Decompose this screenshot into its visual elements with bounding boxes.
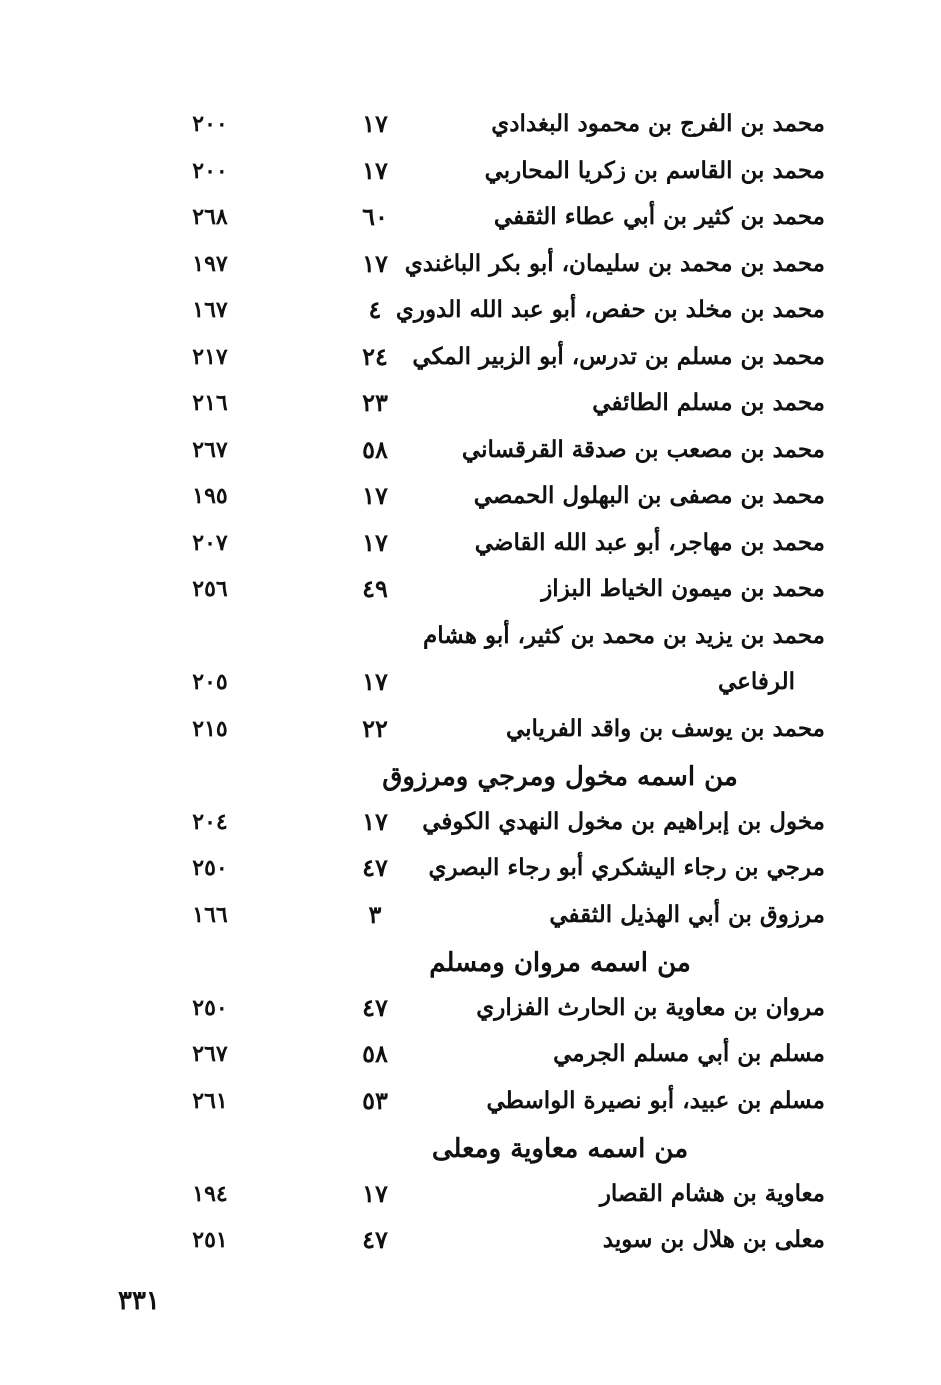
entry-ref-number: ١٧	[362, 527, 388, 557]
index-entry	[0, 802, 941, 842]
index-entry	[0, 337, 941, 377]
entry-page-number: ٢٥٠	[192, 994, 228, 1021]
entry-page-number: ١٩٧	[192, 250, 228, 277]
entry-name: محمد بن ميمون الخياط البزاز	[541, 575, 825, 602]
index-entry	[0, 476, 941, 516]
entry-ref-number: ١٧	[362, 806, 388, 836]
index-entry	[0, 1174, 941, 1214]
entry-name: مرجي بن رجاء اليشكري أبو رجاء البصري	[428, 854, 825, 881]
entry-page-number: ٢٠٤	[192, 808, 228, 835]
entry-name: محمد بن مهاجر، أبو عبد الله القاضي	[474, 528, 825, 556]
entry-page-number: ٢٠٠	[192, 111, 228, 137]
entry-name: مسلم بن أبي مسلم الجرمي	[553, 1040, 825, 1067]
entry-name: مروان بن معاوية بن الحارث الفزاري	[476, 993, 825, 1021]
section-heading: من اسمه معاوية ومعلى	[431, 1134, 689, 1164]
entry-ref-number: ١٧	[362, 667, 388, 696]
index-entry	[0, 523, 941, 563]
index-entry	[0, 383, 941, 423]
index-entry	[0, 151, 941, 191]
entry-ref-number: ١٧	[362, 155, 388, 185]
entry-page-number: ٢١٦	[192, 390, 228, 416]
entry-name: مخول بن إبراهيم بن مخول النهدي الكوفي	[422, 807, 825, 835]
entry-page-number: ٢٥٠	[192, 855, 228, 881]
entry-ref-number: ٢٢	[362, 713, 388, 743]
index-entry	[0, 1081, 941, 1121]
entry-ref-number: ٣	[368, 899, 382, 929]
entry-name: محمد بن كثير بن أبي عطاء الثقفي	[493, 203, 825, 230]
entry-ref-number: ٢٣	[362, 388, 388, 417]
entry-ref-number: ٥٨	[362, 434, 388, 464]
entry-ref-number: ٤٧	[362, 1225, 388, 1254]
entry-page-number: ٢١٥	[192, 715, 228, 742]
index-entry	[0, 988, 941, 1028]
index-entry	[0, 430, 941, 470]
entry-page-number: ١٦٦	[192, 901, 228, 928]
index-entry	[0, 290, 941, 330]
page-number: ٣٣١	[118, 1286, 160, 1316]
index-entry	[0, 104, 941, 144]
entry-ref-number: ٤٩	[362, 574, 388, 603]
entry-ref-number: ٤	[368, 295, 382, 324]
entry-page-number: ٢٥٦	[192, 576, 228, 602]
entry-page-number: ٢٦٧	[192, 1041, 228, 1067]
index-entry	[0, 569, 941, 609]
entry-ref-number: ١٧	[362, 109, 388, 138]
entry-name: مرزوق بن أبي الهذيل الثقفي	[549, 900, 825, 928]
entry-page-number: ٢٥١	[192, 1227, 228, 1253]
entry-ref-number: ١٧	[362, 248, 388, 278]
entry-page-number: ١٩٤	[192, 1180, 228, 1207]
entry-page-number: ١٩٥	[192, 483, 228, 509]
index-entry	[0, 1220, 941, 1260]
entry-name: معلى بن هلال بن سويد	[602, 1226, 825, 1253]
section-heading: من اسمه مروان ومسلم	[429, 948, 691, 978]
entry-name: محمد بن مسلم بن تدرس، أبو الزبير المكي	[412, 342, 825, 370]
entry-page-number: ٢٦٨	[192, 204, 228, 230]
entry-page-number: ٢٠٠	[192, 157, 228, 184]
entry-name: مسلم بن عبيد، أبو نصيرة الواسطي	[486, 1086, 825, 1114]
entry-page-number: ٢١٧	[192, 343, 228, 370]
entry-ref-number: ٥٨	[362, 1039, 388, 1068]
entry-name: معاوية بن هشام القصار	[599, 1179, 825, 1207]
entry-name: محمد بن محمد بن سليمان، أبو بكر الباغندي	[404, 249, 825, 277]
entry-name: محمد بن القاسم بن زكريا المحاربي	[484, 156, 825, 184]
entry-ref-number: ١٧	[362, 1178, 388, 1208]
index-entry	[0, 244, 941, 284]
entry-page-number: ٢٠٥	[192, 669, 228, 695]
entry-name: محمد بن مصفى بن البهلول الحمصي	[473, 482, 825, 509]
entry-ref-number: ٤٧	[362, 992, 388, 1022]
entry-ref-number: ٦٠	[362, 202, 388, 231]
entry-page-number: ٢٦١	[192, 1087, 228, 1114]
entry-name: محمد بن مخلد بن حفص، أبو عبد الله الدوري	[395, 296, 825, 323]
entry-name: محمد بن مصعب بن صدقة القرقساني	[461, 435, 825, 463]
entry-page-number: ٢٠٧	[192, 529, 228, 556]
entry-ref-number: ٥٣	[362, 1085, 388, 1115]
entry-ref-number: ٤٧	[362, 853, 388, 882]
entry-name: محمد بن يزيد بن محمد بن كثير، أبو هشام	[423, 621, 825, 649]
entry-name: محمد بن الفرج بن محمود البغدادي	[491, 110, 825, 137]
index-entry	[0, 848, 941, 888]
entry-page-number: ١٦٧	[192, 297, 228, 323]
entry-name: محمد بن يوسف بن واقد الفريابي	[505, 714, 825, 742]
entry-name: محمد بن مسلم الطائفي	[592, 389, 825, 416]
entry-page-number: ٢٦٧	[192, 436, 228, 463]
index-entry	[0, 895, 941, 935]
entry-name: الرفاعي	[718, 668, 795, 695]
index-entry	[0, 616, 941, 656]
entry-ref-number: ٢٤	[362, 341, 388, 371]
section-heading: من اسمه مخول ومرجي ومرزوق	[382, 762, 738, 792]
entry-ref-number: ١٧	[362, 481, 388, 510]
index-entry	[0, 662, 941, 702]
index-entry	[0, 197, 941, 237]
index-entry	[0, 1034, 941, 1074]
index-entry	[0, 709, 941, 749]
